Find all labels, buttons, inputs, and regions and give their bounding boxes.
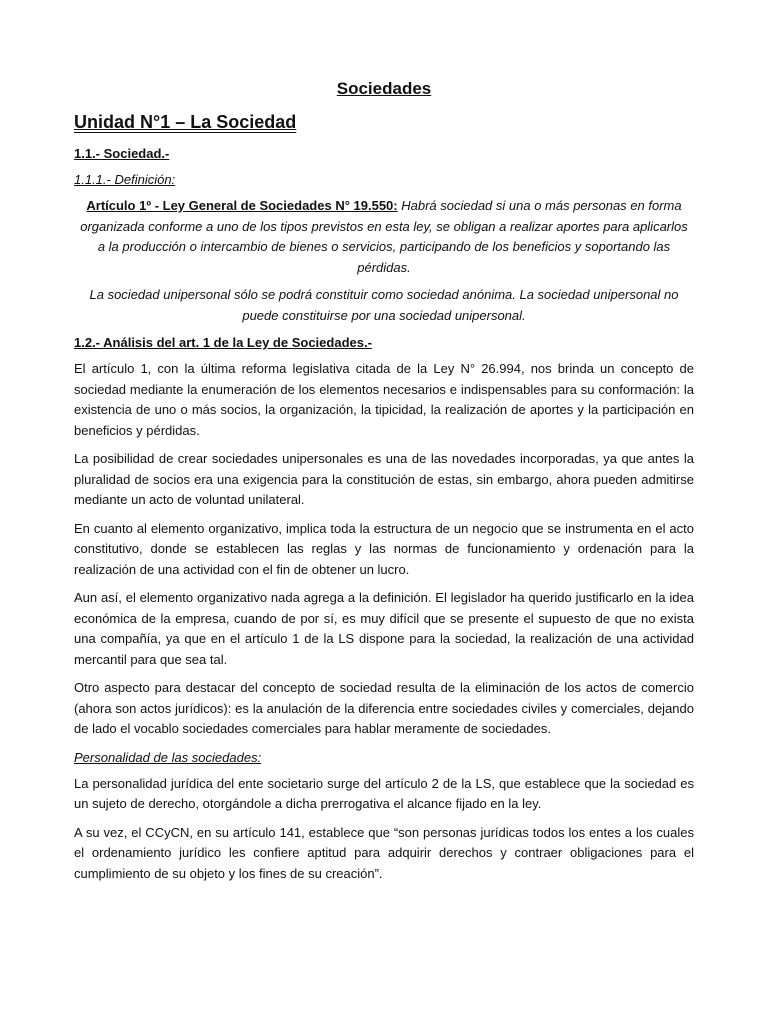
paragraph: Aun así, el elemento organizativo nada agrega a la definición. El legislador ha querido justificarlo en la idea económica de la empresa, cuando de por sí, es muy difícil que se presente el supuesto de que no exista una compañía, ya que en el artículo 1 de la LS dispone para la sociedad, la realización de una actividad mercantil para que sea tal. [74, 590, 694, 667]
section-heading-1-2: 1.2.- Análisis del art. 1 de la Ley de Sociedades.- [74, 335, 372, 350]
paragraph: La personalidad jurídica del ente societario surge del artículo 2 de la LS, que establece que la sociedad es un sujeto de derecho, otorgándole a dicha prerrogativa el alcance fijado en la ley. [74, 775, 694, 811]
section-heading-1-1: 1.1.- Sociedad.- [74, 146, 170, 161]
article-body: Habrá sociedad si una o más personas en forma organizada conforme a uno de los tipos previstos en esta ley, se obligan a realizar aportes para aplicarlos a la producción o intercambio de bienes o servicios, participando de los beneficios y soportando las pérdidas. [80, 198, 688, 275]
paragraph: Otro aspecto para destacar del concepto de sociedad resulta de la eliminación de los actos de comercio (ahora son actos jurídicos): es la anulación de la diferencia entre sociedades civiles y comerciales, dejando de lado el vocablo sociedades comerciales para hablar meramente de sociedades. [74, 680, 694, 736]
paragraph: En cuanto al elemento organizativo, implica toda la estructura de un negocio que se instrumenta en el acto constitutivo, donde se establecen las reglas y las normas de funcionamiento y ordenación para la realización de una actividad con el fin de obtener un lucro. [74, 520, 694, 577]
article-lead: Artículo 1º - Ley General de Sociedades N° 19.550: [86, 198, 398, 213]
unit-heading: Unidad N°1 – La Sociedad [74, 112, 297, 132]
article-quote [74, 196, 694, 278]
section-heading-1-1-1: 1.1.1.- Definición: [74, 172, 176, 187]
paragraph: A su vez, el CCyCN, en su artículo 141, establece que “son personas jurídicas todos los entes a los cuales el ordenamiento jurídico les confiere aptitud para adquirir derechos y contraer obligaciones para el cumplimiento de su objeto y los fines de su creación”. [74, 824, 694, 881]
article-quote-second: La sociedad unipersonal sólo se podrá constituir como sociedad anónima. La sociedad unipersonal no puede constituirse por una sociedad unipersonal. [89, 287, 679, 323]
personalidad-heading: Personalidad de las sociedades: [74, 749, 262, 765]
paragraph: La posibilidad de crear sociedades unipersonales es una de las novedades incorporadas, ya que antes la pluralidad de socios era una exigencia para la constitución de estas, sin embargo, ahora pueden admitirse mediante un acto de voluntad unilateral. [74, 451, 694, 507]
document-title: Sociedades [336, 79, 432, 98]
paragraph: El artículo 1, con la última reforma legislativa citada de la Ley N° 26.994, nos brinda un concepto de sociedad mediante la enumeración de los elementos necesarios e indispensables para su conformación: la existencia de uno o más socios, la organización, la tipicidad, la realización de aportes y la participación en beneficios y pérdidas. [74, 361, 694, 438]
